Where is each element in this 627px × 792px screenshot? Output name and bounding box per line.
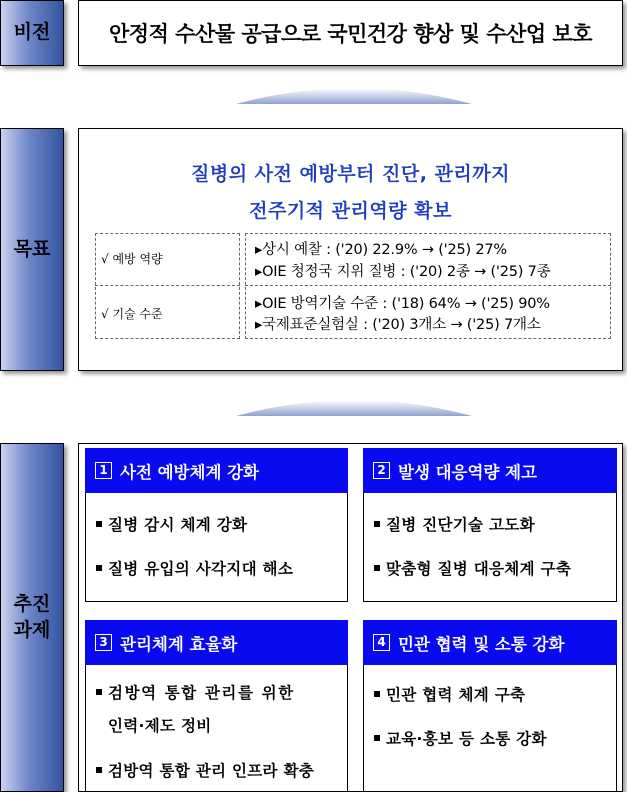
task-number-badge: 1 (95, 462, 112, 479)
task-number-badge: 3 (95, 634, 112, 651)
task-card-title: 관리체계 효율화 (120, 634, 238, 654)
vision-label (0, 0, 64, 66)
goal-label-text: 목표 (13, 237, 51, 260)
square-bullet-icon (96, 565, 102, 571)
vision-text: 안정적 수산물 공급으로 국민건강 향상 및 수산업 보호 (109, 22, 592, 46)
task-item: 질병 진단기술 고도화 (374, 513, 535, 535)
square-bullet-icon (96, 689, 102, 695)
vision-label-text: 비전 (13, 21, 51, 44)
task-item: 검방역 통합 관리 인프라 확충 (96, 759, 314, 781)
square-bullet-icon (96, 767, 102, 773)
square-bullet-icon (374, 735, 380, 741)
task-item: 민관 협력 체계 구축 (374, 683, 525, 705)
metric-oie-technology: ▸OIE 방역기술 수준 : ('18) 64% → ('25) 90% (255, 296, 550, 312)
square-bullet-icon (374, 691, 380, 697)
goal-title-line1: 질병의 사전 예방부터 진단, 관리까지 (191, 163, 510, 185)
vision-statement (78, 0, 623, 66)
tasks-label-line1: 추진 (13, 592, 51, 615)
metric-surveillance: ▸상시 예찰 : ('20) 22.9% → ('25) 27% (255, 242, 507, 258)
task-card-title: 발생 대응역량 제고 (398, 462, 538, 482)
tasks-panel (78, 443, 623, 792)
square-bullet-icon (96, 521, 102, 527)
goal-label (0, 128, 64, 371)
task-item: 질병 감시 체계 강화 (96, 513, 247, 535)
task-card-cooperation (363, 620, 617, 792)
upward-arrow-icon (236, 82, 472, 104)
square-bullet-icon (374, 521, 380, 527)
goal-metrics-divider (245, 285, 611, 286)
task-card-header (85, 620, 348, 665)
task-card-header (363, 620, 617, 665)
task-card-response (363, 448, 617, 602)
goal-category-prevention: √ 예방 역량 (101, 252, 163, 266)
square-bullet-icon (374, 565, 380, 571)
tasks-label-line2: 과제 (13, 618, 51, 641)
goal-title-line2: 전주기적 관리역량 확보 (249, 200, 452, 222)
task-item-continuation: 인력·제도 정비 (108, 717, 212, 735)
task-card-prevention (85, 448, 348, 602)
goal-category-frame (95, 233, 240, 339)
upward-arrow-icon (236, 394, 472, 416)
task-number-badge: 2 (373, 462, 390, 479)
goal-category-technology: √ 기술 수준 (101, 307, 163, 321)
task-card-title: 민관 협력 및 소통 강화 (398, 634, 565, 654)
metric-oie-free-status: ▸OIE 청정국 지위 질병 : ('20) 2종 → ('25) 7종 (255, 264, 551, 280)
task-item: 교육·홍보 등 소통 강화 (374, 727, 547, 749)
goal-category-divider (95, 285, 240, 286)
task-item: 맞춤형 질병 대응체계 구축 (374, 557, 571, 579)
goal-panel (78, 128, 623, 371)
task-item: 검방역 통합 관리를 위한 (96, 681, 295, 703)
task-card-header (85, 448, 348, 493)
task-card-efficiency (85, 620, 348, 792)
tasks-label (0, 443, 64, 792)
metric-reference-labs: ▸국제표준실험실 : ('20) 3개소 → ('25) 7개소 (255, 317, 541, 333)
task-number-badge: 4 (373, 634, 390, 651)
task-item: 질병 유입의 사각지대 해소 (96, 557, 293, 579)
task-card-header (363, 448, 617, 493)
task-card-title: 사전 예방체계 강화 (120, 462, 260, 482)
